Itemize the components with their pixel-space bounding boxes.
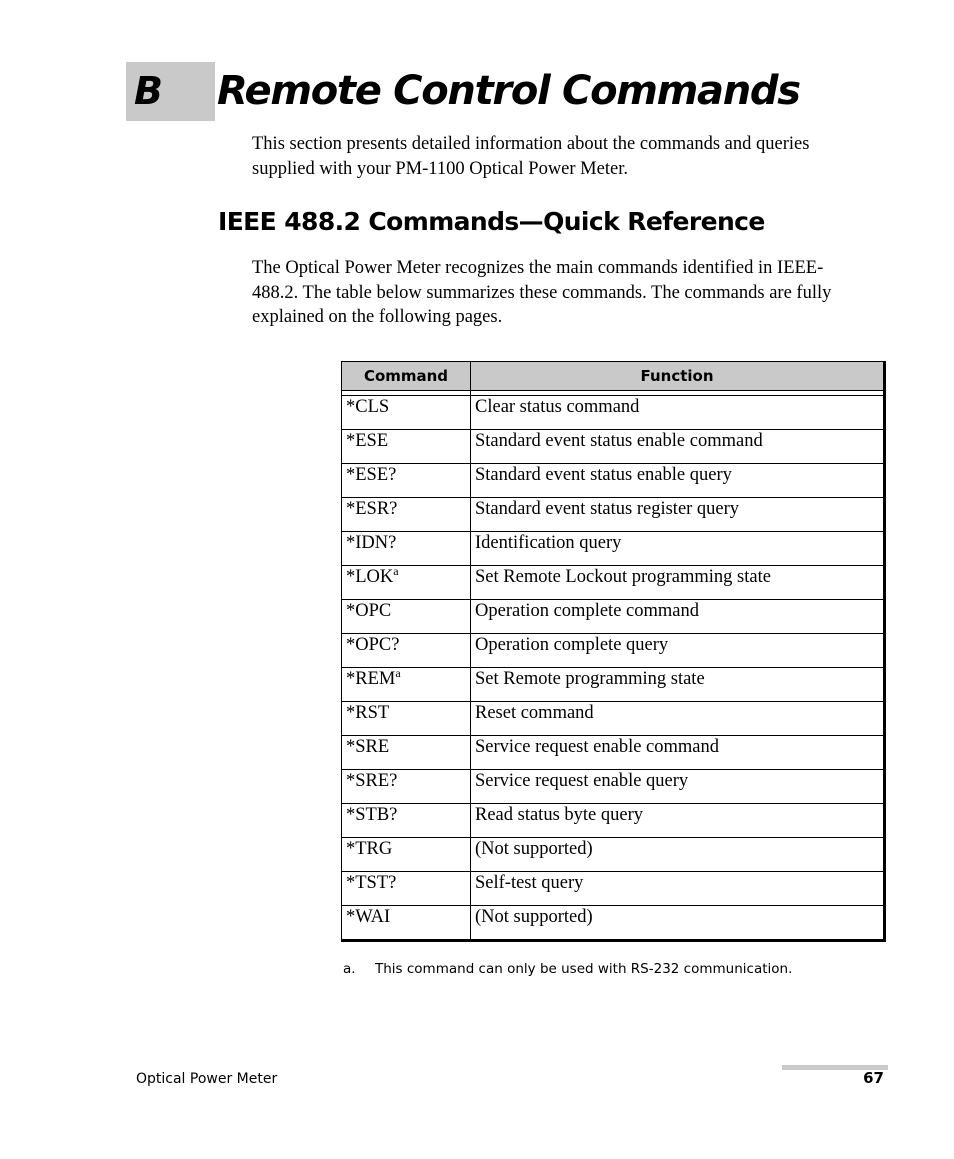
function-cell: Operation complete command [471, 600, 885, 634]
table-row [342, 906, 885, 941]
table-row [342, 532, 885, 566]
command-cell [342, 600, 471, 634]
table-row [342, 804, 885, 838]
table-row [342, 634, 885, 668]
footnote-reference: a [393, 564, 399, 578]
command-name: *IDN? [346, 533, 397, 553]
command-cell [342, 770, 471, 804]
function-cell: Service request enable command [471, 736, 885, 770]
command-name: *OPC [346, 601, 392, 621]
page-number: 67 [863, 1069, 884, 1087]
table-footnote [343, 961, 792, 977]
function-cell: Reset command [471, 702, 885, 736]
table-row [342, 872, 885, 906]
command-name: *TRG [346, 839, 393, 859]
command-cell [342, 838, 471, 872]
command-cell [342, 736, 471, 770]
table-row [342, 464, 885, 498]
function-cell: Operation complete query [471, 634, 885, 668]
function-cell: Read status byte query [471, 804, 885, 838]
command-cell [342, 532, 471, 566]
table-row [342, 736, 885, 770]
function-cell: Service request enable query [471, 770, 885, 804]
section-paragraph: The Optical Power Meter recognizes the main commands identified in IEEE-488.2. The table below summarizes these commands. The commands are fully explained on the following pages. [252, 258, 832, 327]
chapter-letter: B [134, 69, 163, 113]
column-header-command: Command [342, 362, 471, 391]
table-row [342, 430, 885, 464]
table-row [342, 600, 885, 634]
table-row [342, 566, 885, 600]
command-name: *CLS [346, 397, 390, 417]
command-cell [342, 668, 471, 702]
function-cell: Self-test query [471, 872, 885, 906]
command-name: *SRE [346, 737, 390, 757]
table-row [342, 396, 885, 430]
command-name: *WAI [346, 907, 391, 927]
footnote-marker: a. [343, 961, 356, 977]
command-cell [342, 702, 471, 736]
command-name: *LOK [346, 567, 394, 587]
command-name: *ESR? [346, 499, 398, 519]
command-cell [342, 634, 471, 668]
command-cell [342, 804, 471, 838]
table-header-row [342, 362, 885, 391]
table-row [342, 668, 885, 702]
command-cell [342, 498, 471, 532]
command-cell [342, 464, 471, 498]
command-cell [342, 906, 471, 941]
commands-table [341, 361, 886, 942]
command-name: *RST [346, 703, 390, 723]
command-name: *ESE [346, 431, 389, 451]
table-row [342, 838, 885, 872]
function-cell: Set Remote Lockout programming state [471, 566, 885, 600]
table-body [342, 391, 885, 941]
function-cell: Standard event status enable query [471, 464, 885, 498]
section-title: IEEE 488.2 Commands—Quick Reference [218, 207, 765, 236]
table-row [342, 702, 885, 736]
command-cell [342, 396, 471, 430]
command-cell [342, 430, 471, 464]
function-cell: Clear status command [471, 396, 885, 430]
command-cell [342, 872, 471, 906]
intro-paragraph: This section presents detailed information about the commands and queries supplied with your PM-1100 Optical Power Meter. [252, 134, 810, 179]
chapter-title: Remote Control Commands [217, 68, 800, 114]
command-name: *TST? [346, 873, 397, 893]
function-cell: (Not supported) [471, 838, 885, 872]
command-name: *REM [346, 669, 396, 689]
table-row [342, 498, 885, 532]
function-cell: Standard event status enable command [471, 430, 885, 464]
column-header-function: Function [471, 362, 885, 391]
table-row [342, 770, 885, 804]
footnote-text: This command can only be used with RS-232 communication. [375, 961, 793, 977]
command-name: *SRE? [346, 771, 398, 791]
command-name: *OPC? [346, 635, 400, 655]
command-name: *STB? [346, 805, 398, 825]
footer-document-title: Optical Power Meter [136, 1071, 278, 1087]
function-cell: Standard event status register query [471, 498, 885, 532]
function-cell: (Not supported) [471, 906, 885, 941]
function-cell: Identification query [471, 532, 885, 566]
footnote-reference: a [395, 666, 401, 680]
function-cell: Set Remote programming state [471, 668, 885, 702]
command-cell [342, 566, 471, 600]
command-name: *ESE? [346, 465, 397, 485]
